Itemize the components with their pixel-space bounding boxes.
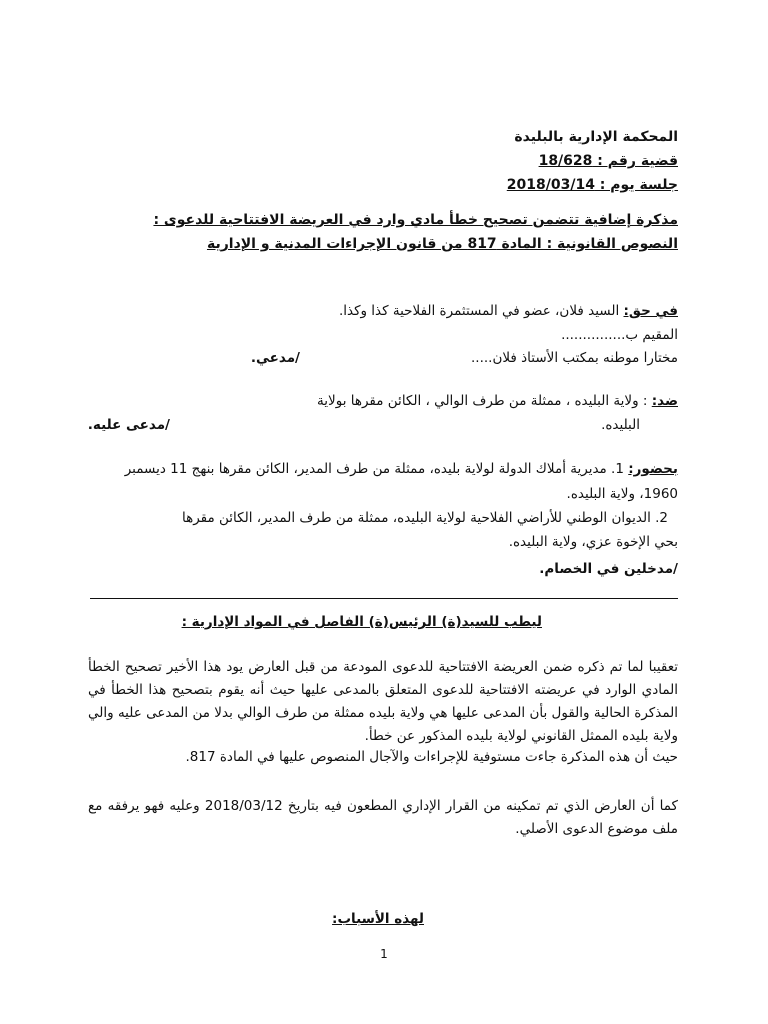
- intervenor-2-line-1: 2. الديوان الوطني للأراضي الفلاحية لولاية البليده، ممثلة من طرف المدير، الكائن مقرها: [181, 510, 668, 526]
- body-paragraph-3: كما أن العارض الذي تم تمكينه من القرار الإداري المطعون فيه بتاريخ 2018/03/12 وعليه فهو يرفقه مع ملف موضوع الدعوى الأصلي.: [88, 798, 678, 837]
- session-date: جلسة يوم : 2018/03/14: [506, 177, 678, 193]
- body-paragraph-1: تعقيبا لما تم ذكره ضمن العريضة الافتتاحية للدعوى المودعة من قبل العارض يود هذا الأخير تصحيح الخطأ المادي الوارد في عريضته الافتتاحية للدعوى المتعلق بالمدعى عليها حيث أنه يقوم بتصحيح هذا الخطأ في المذكرة الحالية والقول بأن المدعى عليها هي ولاية بليده ممثلة من طرف الوالي بدلا من المدعى عليه والي ولاية بليده الممثل القانوني لولاية بليده المذكور عن خطأ.: [88, 659, 678, 744]
- intervenors-role: /مدخلين في الخصام.: [539, 561, 678, 577]
- plaintiff-name: السيد فلان، عضو في المستثمرة الفلاحية كذا وكذا.: [338, 303, 624, 319]
- defendant-role: /مدعى عليه.: [87, 417, 170, 433]
- request-title: ليطب للسيد(ة) الرئيس(ة) الفاصل في المواد الإدارية :: [181, 614, 542, 630]
- intervenors-label: بحضور:: [628, 461, 678, 477]
- body-paragraph-2: حيث أن هذه المذكرة جاءت مستوفية للإجراءات والآجال المنصوص عليها في المادة 817.: [185, 749, 678, 765]
- plaintiff-role: /مدعي.: [250, 350, 300, 366]
- subject-line-1: مذكرة إضافية تتضمن تصحيح خطأ مادي وارد في العريضة الافتتاحية للدعوى :: [153, 212, 678, 228]
- court-name: المحكمة الإدارية بالبليدة: [514, 129, 678, 145]
- intervenor-1-line-1: [125, 460, 678, 478]
- defendant-label: ضد:: [651, 393, 678, 409]
- reasons-title: لهذه الأسباب:: [332, 911, 424, 927]
- defendant-line-1: [317, 392, 678, 410]
- plaintiff-address: المقيم ب...............: [561, 327, 678, 343]
- defendant-name: : ولاية البليده ، ممثلة من طرف الوالي ، الكائن مقرها بولاية: [317, 393, 652, 409]
- section-divider: [90, 598, 678, 599]
- plaintiff-line-1: [339, 302, 678, 320]
- plaintiff-domicile: مختارا موطنه بمكتب الأستاذ فلان.....: [470, 350, 678, 366]
- case-number: قضية رقم : 18/628: [538, 153, 678, 169]
- intervenor-1-line-2: 1960، ولاية البليده.: [566, 486, 678, 502]
- defendant-line-2: البليده.: [601, 417, 640, 433]
- subject-line-2: النصوص القانونية : المادة 817 من قانون الإجراءات المدنية و الإدارية: [206, 236, 678, 252]
- plaintiff-label: في حق:: [623, 303, 678, 319]
- page-number: 1: [380, 947, 388, 961]
- intervenor-1-name: 1. مديرية أملاك الدولة لولاية بليده، ممثلة من طرف المدير، الكائن مقرها بنهج 11 ديسمبر: [124, 461, 629, 477]
- intervenor-2-line-2: بحي الإخوة عزي، ولاية البليده.: [508, 534, 678, 550]
